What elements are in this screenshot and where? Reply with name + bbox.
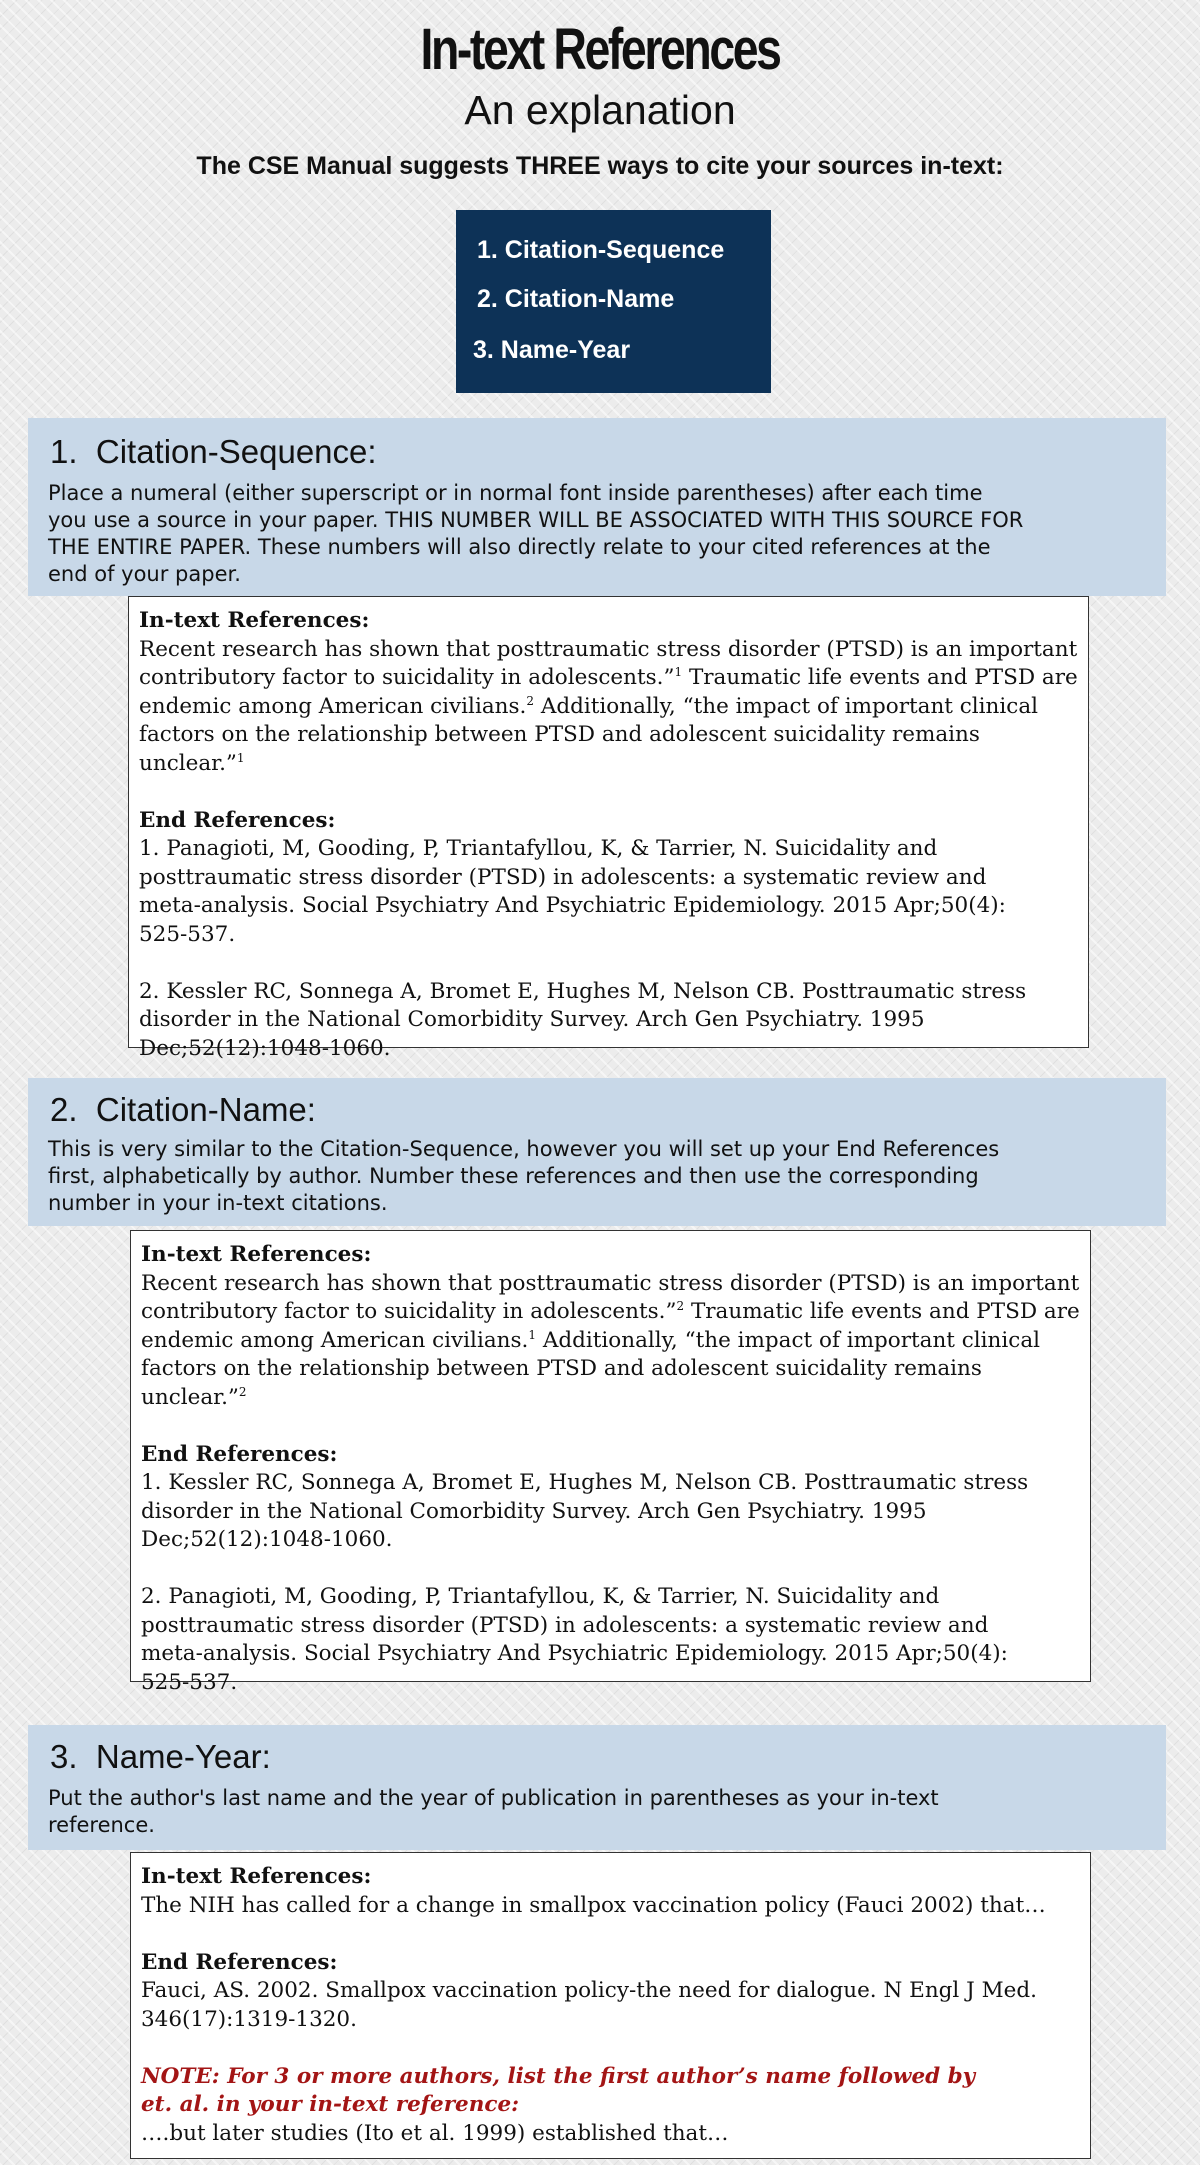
end-reference-line: 346(17):1319-1320. [141,2006,357,2032]
end-reference-line: meta-analysis. Social Psychiatry And Psychiatric Epidemiology. 2015 Apr;50(4): [139,893,1006,918]
citation-number: 1 [236,750,245,765]
section-heading [50,1090,316,1130]
section-title: Citation-Sequence: [95,433,377,470]
end-reference-line: 525-537. [139,921,236,947]
end-reference-line: Dec;52(12):1048-1060. [141,1527,393,1552]
end-reference-line: disorder in the National Comorbidity Survey. Arch Gen Psychiatry. 1995 [139,1007,925,1032]
intext-label: In-text References: [141,1242,372,1267]
section-number: 1. [50,433,78,470]
end-reference-line: meta-analysis. Social Psychiatry And Psychiatric Epidemiology. 2015 Apr;50(4): [141,1641,1008,1666]
intext-line: factors on the relationship between PTSD and adolescent suicidality remains unclear.”$^2$ [141,1356,982,1410]
desc-line: reference. [48,1813,155,1837]
method-item: 2. Citation-Name [477,285,675,313]
desc-line: first, alphabetically by author. Number these references and then use the corresponding [48,1164,979,1188]
citation-number: 1 [674,665,683,679]
citation-number: 2 [238,1384,247,1399]
intext-label: In-text References: [141,1864,372,1889]
intext-line: Recent research has shown that posttraumatic stress disorder (PTSD) is an important [141,1270,1080,1296]
desc-line: THE ENTIRE PAPER. These numbers will also directly relate to your cited references at the [48,535,991,559]
section-title: Name-Year: [95,1738,271,1775]
section-description [48,1785,1152,1839]
intext-line: contributory factor to suicidality in adolescents.”$^1$ Traumatic life events and PTSD are [139,665,1078,690]
section-number: 3. [50,1738,78,1775]
desc-line: end of your paper. [48,562,241,586]
end-reference-line: 525-537. [141,1669,238,1695]
example-box-citation-name [130,1230,1091,1695]
section-header-citation-sequence [28,418,1166,596]
end-reference-line: Fauci, AS. 2002. Smallpox vaccination policy-the need for dialogue. N Engl J Med. [141,1978,1037,2003]
section-heading [50,1737,271,1777]
desc-line: you use a source in your paper. THIS NUMBER WILL BE ASSOCIATED WITH THIS SOURCE FOR [48,508,1024,532]
end-reference-line: 1. Kessler RC, Sonnega A, Bromet E, Hughes M, Nelson CB. Posttraumatic stress [141,1470,1029,1495]
section-number: 2. [50,1091,78,1128]
citation-number: 1 [528,1327,536,1342]
intext-line: endemic among American civilians.$^1$ Additionally, “the impact of important clinical [141,1327,1041,1353]
example-line: ….but later studies (Ito et al. 1999) established that… [141,2120,729,2146]
intext-line: endemic among American civilians.$^2$ Additionally, “the impact of important clinical [139,693,1039,719]
note-line: et. al. in your in-text reference: [141,2092,520,2117]
section-header-citation-name [28,1078,1166,1226]
note-line: NOTE: For 3 or more authors, list the first author’s name followed by [141,2063,976,2089]
end-reference-line: 2. Panagioti, M, Gooding, P, Triantafyllou, K, & Tarrier, N. Suicidality and [141,1584,940,1609]
citation-number: 2 [526,693,534,708]
end-reference-line: 1. Panagioti, M, Gooding, P, Triantafyllou, K, & Tarrier, N. Suicidality and [139,836,938,861]
desc-line: This is very similar to the Citation-Sequence, however you will set up your End References [48,1137,1000,1161]
intext-line: The NIH has called for a change in smallpox vaccination policy (Fauci 2002) that… [141,1892,1046,1918]
end-reference-line: posttraumatic stress disorder (PTSD) in adolescents: a systematic review and [139,864,987,890]
end-reference-line: 2. Kessler RC, Sonnega A, Bromet E, Hughes M, Nelson CB. Posttraumatic stress [139,978,1027,1004]
section-heading [50,432,377,472]
intext-line: contributory factor to suicidality in adolescents.”$^2$ Traumatic life events and PTSD are [141,1299,1080,1324]
intext-line: Recent research has shown that posttraumatic stress disorder (PTSD) is an important [139,636,1078,662]
section-header-name-year [28,1725,1166,1850]
desc-line: Place a numeral (either superscript or in normal font inside parentheses) after each time [48,481,983,505]
method-item: 1. Citation-Sequence [477,236,725,264]
desc-line: number in your in-text citations. [48,1191,388,1215]
citation-number: 2 [676,1299,685,1313]
example-box-citation-sequence [128,596,1089,1061]
end-references-label: End References: [139,807,336,833]
intext-label: In-text References: [139,608,370,633]
page-subtitle: An explanation [464,87,736,133]
end-reference-line: Dec;52(12):1048-1060. [139,1035,391,1061]
intext-line: factors on the relationship between PTSD and adolescent suicidality remains unclear.”$^1$ [139,722,980,776]
section-title: Citation-Name: [95,1091,316,1128]
end-reference-line: posttraumatic stress disorder (PTSD) in adolescents: a systematic review and [141,1612,989,1638]
page-title: In-text References [420,17,780,82]
end-references-label: End References: [141,1441,338,1467]
method-item: 3. Name-Year [473,336,631,364]
section-description [48,480,1152,588]
example-box-name-year [130,1852,1091,2159]
end-references-label: End References: [141,1949,338,1975]
desc-line: Put the author's last name and the year of publication in parentheses as your in-text [48,1786,939,1810]
methods-list [456,210,771,393]
intro-text: The CSE Manual suggests THREE ways to cite your sources in-text: [196,152,1004,180]
end-reference-line: disorder in the National Comorbidity Survey. Arch Gen Psychiatry. 1995 [141,1498,927,1524]
section-description [48,1136,1152,1217]
